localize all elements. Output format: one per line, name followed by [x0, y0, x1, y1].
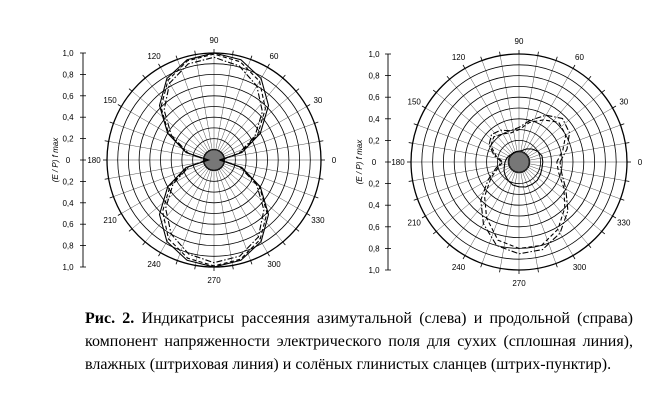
radial-tick-label: 0,6: [368, 222, 380, 232]
angle-label: 330: [617, 218, 631, 228]
angle-tick: [268, 253, 270, 256]
angle-tick: [251, 56, 252, 60]
angle-label: 150: [407, 97, 421, 107]
y-axis-label: (E / P) f max: [355, 139, 364, 185]
angle-tick: [620, 199, 624, 200]
angle-label: 300: [267, 259, 281, 269]
angle-label: 240: [147, 259, 161, 269]
angle-label: 0: [637, 158, 643, 167]
angle-tick: [613, 106, 616, 108]
angle-label: 30: [313, 96, 323, 105]
angle-tick: [159, 64, 161, 67]
angle-tick: [315, 197, 319, 198]
grid-spoke: [436, 93, 519, 162]
radial-tick-label: 0,8: [368, 244, 380, 254]
grid-spoke: [519, 93, 602, 162]
radial-tick-label: 1,0: [368, 266, 380, 275]
grid-spoke: [436, 162, 519, 231]
radial-tick-label: 0,6: [62, 220, 74, 230]
angle-label: 120: [147, 52, 161, 62]
angle-tick: [233, 265, 234, 269]
angle-label: 300: [572, 262, 587, 272]
angle-tick: [625, 181, 629, 182]
angle-label: 180: [391, 158, 405, 167]
polar-chart-right: [355, 37, 643, 288]
radial-tick-label: 0,8: [368, 71, 380, 81]
polar-chart-left: [51, 36, 337, 285]
radial-tick-label: 0,4: [62, 113, 74, 123]
angle-tick: [447, 76, 450, 79]
angle-label: 30: [619, 97, 629, 107]
angle-label: 210: [407, 218, 421, 228]
angle-tick: [251, 261, 252, 265]
angle-tick: [500, 268, 501, 272]
angle-tick: [110, 122, 114, 123]
grid-spoke: [214, 78, 283, 160]
radial-tick-label: 0,2: [368, 179, 380, 189]
angle-label: 60: [269, 52, 279, 62]
caption-text: Индикатрисы рассеяния азимутальной (слева) и продольной (справа) компонент напряженности электрического поля для сухих (сплошная линия), влажных (штриховая линия) и солёных глинистых сланцев (штрих-пунктир).: [85, 310, 634, 373]
angle-tick: [538, 52, 539, 56]
angle-tick: [433, 231, 436, 234]
angle-label: 270: [207, 276, 221, 285]
angle-tick: [422, 106, 425, 108]
radial-tick-label: 0,6: [368, 93, 380, 103]
figure-caption: [85, 307, 633, 376]
grid-spoke: [214, 91, 296, 160]
radial-tick-label: 1,0: [62, 263, 74, 272]
angle-tick: [433, 90, 436, 93]
angle-tick: [315, 122, 319, 123]
angle-tick: [602, 90, 605, 93]
angle-label: 90: [209, 36, 219, 45]
angle-tick: [409, 143, 413, 144]
angle-tick: [283, 242, 286, 245]
angle-tick: [283, 75, 286, 78]
angle-tick: [538, 268, 539, 272]
angle-label: 270: [512, 279, 526, 288]
angle-tick: [118, 105, 121, 107]
angle-label: 240: [451, 262, 466, 272]
angle-tick: [463, 65, 465, 68]
radial-tick-label: 0,6: [62, 91, 74, 101]
angle-tick: [129, 89, 132, 92]
caption-label: Рис. 2.: [85, 310, 135, 327]
y-axis-label: (E / P) f max: [51, 137, 60, 183]
grid-spoke: [450, 162, 519, 245]
angle-tick: [129, 229, 132, 232]
angle-tick: [159, 253, 161, 256]
radial-tick-label: 0,8: [62, 241, 74, 251]
radial-tick-label: 1,0: [368, 50, 380, 59]
grid-spoke: [450, 79, 519, 162]
grid-spoke: [214, 160, 296, 229]
grid-spoke: [214, 160, 283, 242]
grid-spoke: [145, 78, 214, 160]
angle-tick: [500, 52, 501, 56]
angle-tick: [307, 214, 310, 216]
radial-tick-label: 0,4: [368, 114, 380, 124]
grid-spoke: [145, 160, 214, 242]
angle-tick: [573, 256, 575, 259]
angle-tick: [422, 216, 425, 218]
radial-tick-label: 0,2: [368, 136, 380, 146]
angle-tick: [268, 64, 270, 67]
grid-spoke: [519, 162, 602, 231]
angle-tick: [143, 75, 146, 78]
angle-tick: [409, 181, 413, 182]
angle-tick: [105, 179, 109, 180]
grid-spoke: [519, 162, 588, 245]
angle-label: 210: [103, 216, 117, 225]
angle-tick: [556, 57, 557, 61]
angle-tick: [233, 51, 234, 55]
angle-tick: [319, 179, 323, 180]
angle-tick: [588, 76, 591, 79]
angle-tick: [105, 141, 109, 142]
radial-tick-label: 0,8: [62, 70, 74, 80]
angle-tick: [602, 231, 605, 234]
angle-tick: [143, 242, 146, 245]
angle-tick: [556, 263, 557, 267]
angle-tick: [195, 265, 196, 269]
grid-spoke: [132, 160, 214, 229]
radial-tick-label: 1,0: [62, 49, 74, 58]
angle-tick: [296, 229, 299, 232]
angle-tick: [176, 56, 177, 60]
angle-tick: [414, 199, 418, 200]
angle-tick: [613, 216, 616, 218]
angle-tick: [307, 105, 310, 107]
radial-tick-label: 0: [65, 156, 71, 165]
angle-tick: [176, 261, 177, 265]
angle-label: 60: [575, 53, 584, 63]
center-hub: [509, 152, 529, 172]
angle-tick: [319, 141, 323, 142]
angle-tick: [573, 65, 575, 68]
angle-tick: [620, 124, 624, 125]
angle-tick: [481, 57, 482, 61]
angle-label: 330: [311, 216, 325, 225]
radial-tick-label: 0,4: [368, 201, 380, 211]
radial-tick-label: 0,2: [62, 177, 74, 187]
angle-tick: [447, 245, 450, 248]
angle-tick: [118, 214, 121, 216]
angle-tick: [110, 197, 114, 198]
angle-tick: [195, 51, 196, 55]
angle-tick: [463, 256, 465, 259]
angle-tick: [625, 143, 629, 144]
angle-label: 90: [514, 37, 524, 46]
angle-label: 120: [451, 53, 466, 63]
radial-tick-label: 0,2: [62, 134, 74, 144]
angle-label: 180: [87, 156, 101, 165]
angle-tick: [414, 124, 418, 125]
radial-tick-label: 0,4: [62, 198, 74, 208]
grid-spoke: [132, 91, 214, 160]
angle-tick: [588, 245, 591, 248]
angle-tick: [296, 89, 299, 92]
angle-label: 150: [103, 96, 117, 105]
radial-tick-label: 0: [371, 158, 377, 167]
angle-tick: [481, 263, 482, 267]
angle-label: 0: [331, 156, 337, 165]
